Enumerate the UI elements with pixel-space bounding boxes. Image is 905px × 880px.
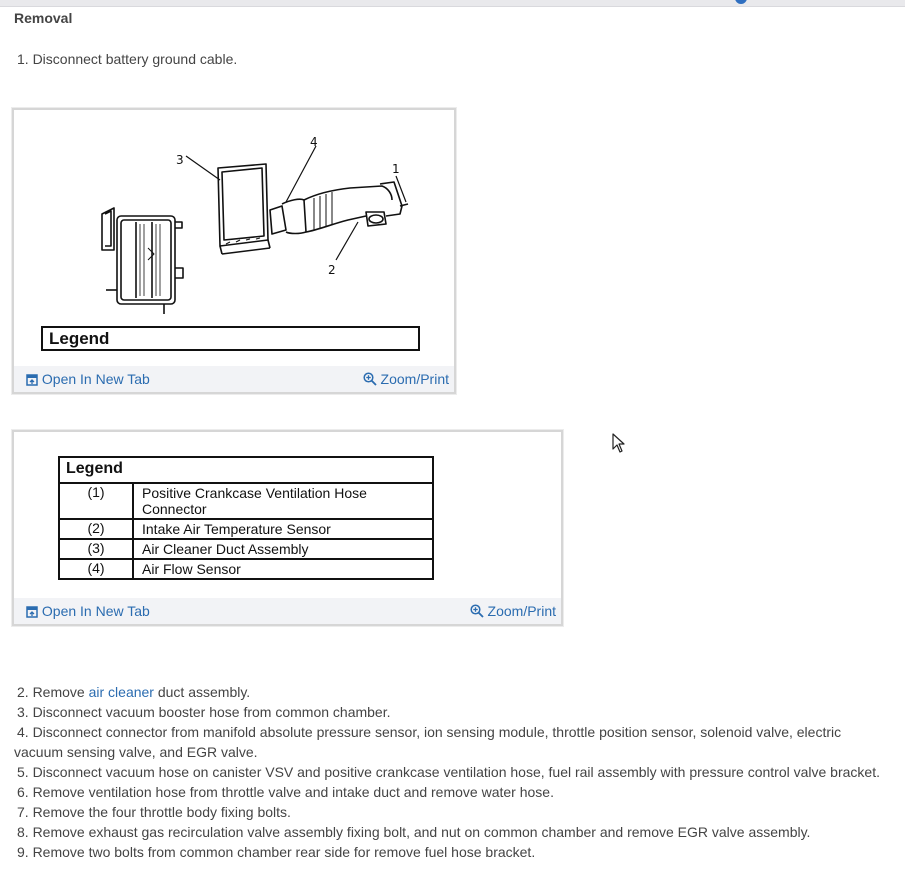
air-cleaner-box-drawing xyxy=(218,164,270,254)
legend-table-title: Legend xyxy=(59,457,433,483)
legend-table xyxy=(58,456,434,580)
zoom-print-link[interactable] xyxy=(363,371,449,387)
top-bar-indicator xyxy=(735,0,747,4)
open-in-new-tab-label: Open In New Tab xyxy=(41,603,150,619)
air-cleaner-housing-drawing xyxy=(102,208,183,314)
zoom-print-link[interactable] xyxy=(470,603,556,619)
figure-card-footer xyxy=(14,366,454,392)
callout-3: 3 xyxy=(176,153,184,167)
step-2-prefix: 2. Remove xyxy=(17,684,89,700)
step-3: 3. Disconnect vacuum booster hose from common chamber. xyxy=(17,704,391,720)
callout-2: 2 xyxy=(328,263,336,277)
figure-legend-box: Legend xyxy=(41,326,420,351)
legend-table-header-row xyxy=(59,457,433,483)
legend-desc: Air Flow Sensor xyxy=(133,559,433,579)
zoom-in-icon xyxy=(470,604,484,618)
step-2 xyxy=(17,682,250,702)
open-new-tab-icon xyxy=(26,606,38,618)
zoom-in-icon xyxy=(363,372,377,386)
open-in-new-tab-link[interactable] xyxy=(26,371,150,387)
step-5: 5. Disconnect vacuum hose on canister VSV and positive crankcase ventilation hose, fuel rail assembly with pressure control valve bracket. xyxy=(17,764,880,780)
legend-num: (1) xyxy=(59,483,133,519)
step-7: 7. Remove the four throttle body fixing bolts. xyxy=(17,804,291,820)
air-duct-drawing xyxy=(270,182,408,234)
legend-card-footer xyxy=(14,598,561,624)
step-6: 6. Remove ventilation hose from throttle valve and intake duct and remove water hose. xyxy=(17,784,554,800)
table-row xyxy=(59,483,433,519)
open-in-new-tab-label: Open In New Tab xyxy=(41,371,150,387)
legend-desc: Air Cleaner Duct Assembly xyxy=(133,539,433,559)
figure-card xyxy=(12,108,456,394)
legend-desc: Positive Crankcase Ventilation Hose Connector xyxy=(133,483,433,519)
mouse-pointer-icon xyxy=(612,433,626,453)
callout-1: 1 xyxy=(392,162,400,176)
legend-num: (4) xyxy=(59,559,133,579)
table-row xyxy=(59,559,433,579)
legend-num: (3) xyxy=(59,539,133,559)
legend-desc: Intake Air Temperature Sensor xyxy=(133,519,433,539)
table-row xyxy=(59,539,433,559)
open-new-tab-icon xyxy=(26,374,38,386)
air-cleaner-diagram xyxy=(14,118,454,328)
step-1: 1. Disconnect battery ground cable. xyxy=(17,51,238,67)
step-4: 4. Disconnect connector from manifold absolute pressure sensor, ion sensing module, throttle position sensor, solenoid valve, electric vacuum sensing valve, and EGR valve. xyxy=(14,724,842,760)
open-in-new-tab-link[interactable] xyxy=(26,603,150,619)
zoom-print-label: Zoom/Print xyxy=(380,371,449,387)
zoom-print-label: Zoom/Print xyxy=(487,603,556,619)
step-8: 8. Remove exhaust gas recirculation valve assembly fixing bolt, and nut on common chamber and remove EGR valve assembly. xyxy=(17,824,811,840)
air-cleaner-link[interactable]: air cleaner xyxy=(88,684,154,700)
legend-num: (2) xyxy=(59,519,133,539)
section-heading: Removal xyxy=(14,10,73,26)
table-row xyxy=(59,519,433,539)
legend-table-card xyxy=(12,430,563,626)
callout-4: 4 xyxy=(310,135,318,149)
step-2-suffix: duct assembly. xyxy=(153,684,251,700)
step-9: 9. Remove two bolts from common chamber rear side for remove fuel hose bracket. xyxy=(17,844,536,860)
top-bar xyxy=(0,0,905,7)
